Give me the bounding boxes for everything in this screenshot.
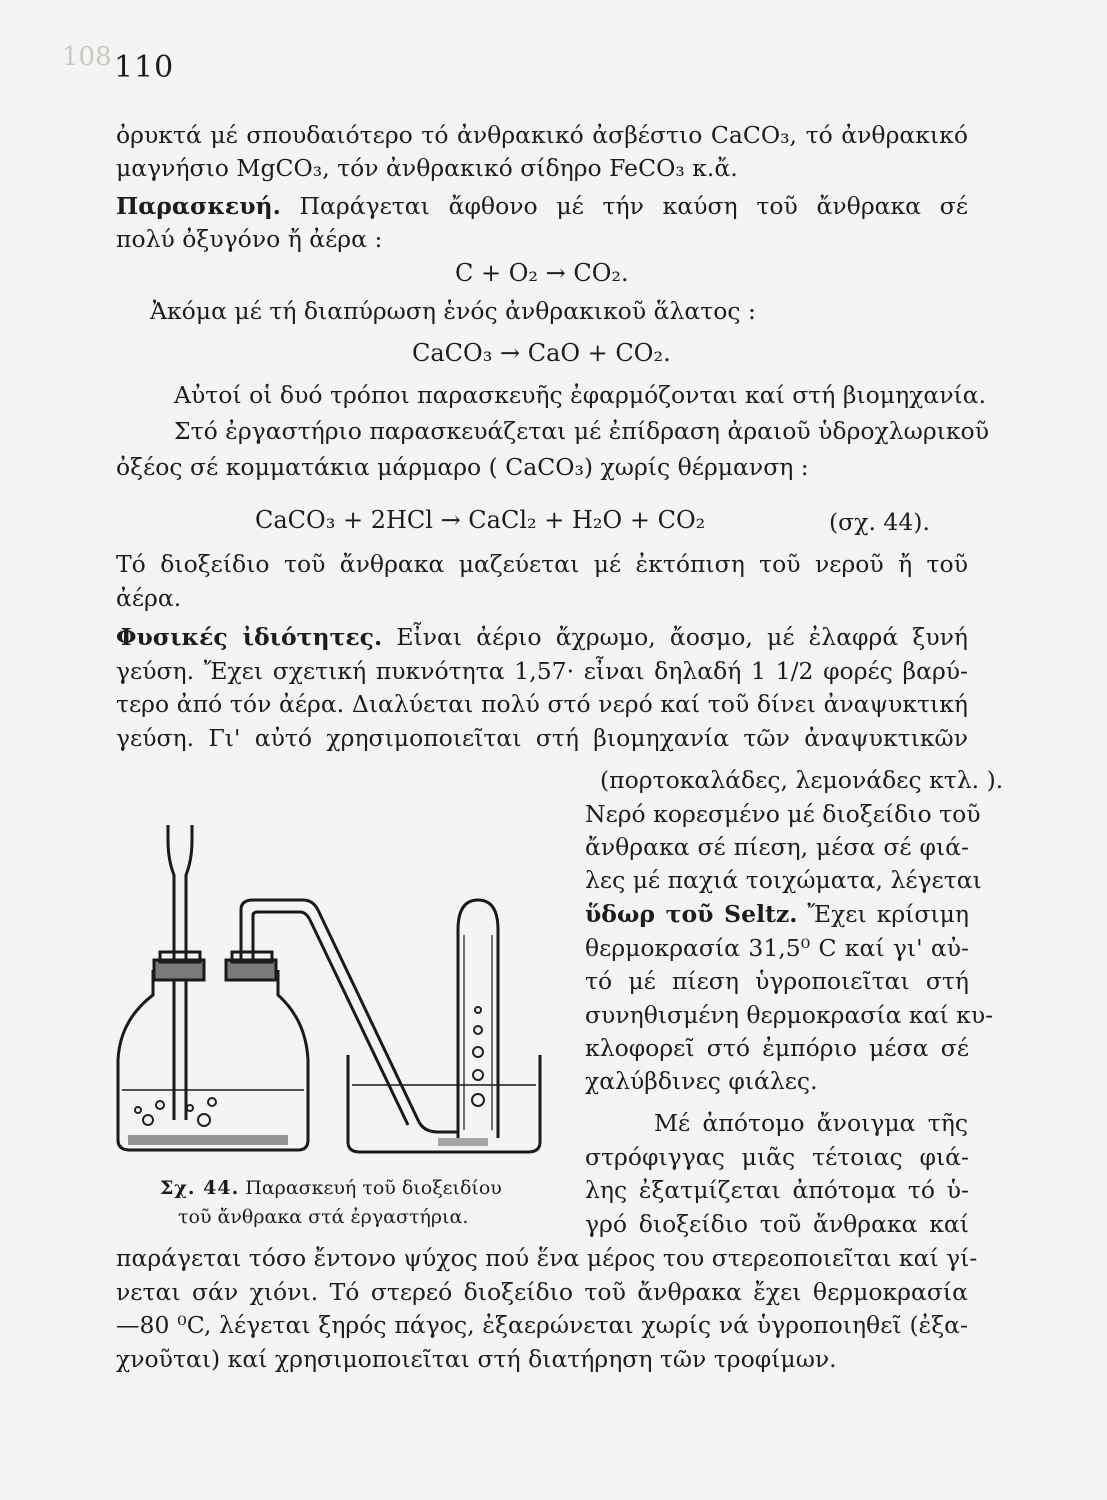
equation-lab-preparation: CaCO₃ + 2HCl → CaCl₂ + H₂O + CO₂	[255, 506, 706, 534]
page-number-bleed: 108	[62, 42, 112, 72]
page-number: 110	[114, 50, 175, 85]
paragraph-line	[116, 191, 968, 221]
paragraph-line	[116, 622, 968, 652]
text-line: μαγνήσιο MgCO₃, τόν ἀνθρακικό σίδηρο FeCO₃ κ.ἄ.	[116, 154, 738, 182]
text-line: λες μέ παχιά τοιχώματα, λέγεται	[585, 866, 982, 894]
caption-text: Παρασκευή τοῦ διοξειδίου	[239, 1177, 502, 1199]
text-line: γεύση. Γι' αὐτό χρησιμοποιεῖται στή βιομηχανία τῶν ἀναψυκτικῶν	[116, 724, 968, 752]
text-line: τερο ἀπό τόν ἀέρα. Διαλύεται πολύ στό νερό καί τοῦ δίνει ἀναψυκτική	[116, 690, 968, 718]
text-line: παράγεται τόσο ἔντονο ψύχος πού ἕνα μέρος του στερεοποιεῖται καί γί-	[116, 1244, 978, 1272]
figure-co2-apparatus	[108, 820, 558, 1160]
text-line: —80 ⁰C, λέγεται ξηρός πάγος, ἐξαερώνεται χωρίς νά ὑγροποιηθεῖ (ἐξα-	[116, 1311, 968, 1339]
text-line: κλοφορεῖ στό ἐμπόριο μέσα σέ	[585, 1034, 969, 1062]
text-line: Τό διοξείδιο τοῦ ἄνθρακα μαζεύεται μέ ἐκτόπιση τοῦ νεροῦ ἤ τοῦ	[116, 550, 968, 578]
text-line: Μέ ἀπότομο ἄνοιγμα τῆς	[654, 1109, 968, 1137]
text-span: Παράγεται ἄφθονο μέ τήν καύση τοῦ ἄνθρακα σέ	[280, 192, 968, 220]
text-line: συνηθισμένη θερμοκρασία καί κυ-	[585, 1001, 994, 1029]
text-line: Νερό κορεσμένο μέ διοξείδιο τοῦ	[585, 800, 981, 828]
text-line: νεται σάν χιόνι. Τό στερεό διοξείδιο τοῦ ἄνθρακα ἔχει θερμοκρασία	[116, 1278, 968, 1306]
figure-caption	[160, 1176, 502, 1200]
term-seltz-water: ὕδωρ τοῦ Seltz.	[585, 900, 798, 928]
paragraph-line	[585, 899, 969, 929]
text-span: Εἶναι ἀέριο ἄχρωμο, ἄοσμο, μέ ἐλαφρά ξυνή	[382, 623, 968, 651]
text-line: χνοῦται) καί χρησιμοποιεῖται στή διατήρηση τῶν τροφίμων.	[116, 1345, 837, 1373]
figure-label: Σχ. 44.	[160, 1177, 240, 1199]
text-line: τό μέ πίεση ὑγροποιεῖται στή	[585, 967, 969, 995]
text-line: Ἀκόμα μέ τή διαπύρωση ἑνός ἀνθρακικοῦ ἅλατος :	[150, 297, 756, 325]
text-line: ὀρυκτά μέ σπουδαιότερο τό ἀνθρακικό ἀσβέστιο CaCO₃, τό ἀνθρακικό	[116, 121, 968, 149]
equation-combustion: C + O₂ → CO₂.	[455, 259, 629, 287]
text-line: ἄνθρακα σέ πίεση, μέσα σέ φιά-	[585, 833, 969, 861]
text-line: λης ἐξατμίζεται ἀπότομα τό ὑ-	[585, 1176, 969, 1204]
text-line: στρόφιγγας μιᾶς τέτοιας φιά-	[585, 1143, 969, 1171]
text-line: Στό ἐργαστήριο παρασκευάζεται μέ ἐπίδραση ἀραιοῦ ὑδροχλωρικοῦ	[174, 417, 989, 445]
water-trough-icon	[348, 1055, 540, 1152]
equation-calcination: CaCO₃ → CaO + CO₂.	[412, 339, 671, 367]
figure-reference: (σχ. 44).	[829, 508, 930, 536]
text-line: γεύση. Ἔχει σχετική πυκνότητα 1,57· εἶναι δηλαδή 1 1/2 φορές βαρύ-	[116, 657, 968, 685]
text-line: Αὐτοί οἱ δυό τρόποι παρασκευῆς ἐφαρμόζονται καί στή βιομηχανία.	[174, 381, 987, 409]
text-line: ἀέρα.	[116, 584, 182, 612]
text-line: θερμοκρασία 31,5⁰ C καί γι' αὐ-	[585, 934, 969, 962]
text-line: γρό διοξείδιο τοῦ ἄνθρακα καί	[585, 1210, 969, 1238]
text-line: ὀξέος σέ κομματάκια μάρμαρο ( CaCO₃) χωρίς θέρμανση :	[116, 453, 809, 481]
text-span: Ἔχει κρίσιμη	[797, 900, 969, 928]
section-heading-preparation: Παρασκευή.	[116, 192, 281, 220]
flask-icon	[118, 970, 308, 1150]
text-line: πολύ ὀξυγόνο ἤ ἀέρα :	[116, 225, 383, 253]
text-line: χαλύβδινες φιάλες.	[585, 1067, 818, 1095]
figure-caption-line: τοῦ ἄνθρακα στά ἐργαστήρια.	[178, 1206, 469, 1228]
text-line: (πορτοκαλάδες, λεμονάδες κτλ. ).	[600, 766, 1004, 794]
section-heading-physical-properties: Φυσικές ἰδιότητες.	[116, 623, 383, 651]
